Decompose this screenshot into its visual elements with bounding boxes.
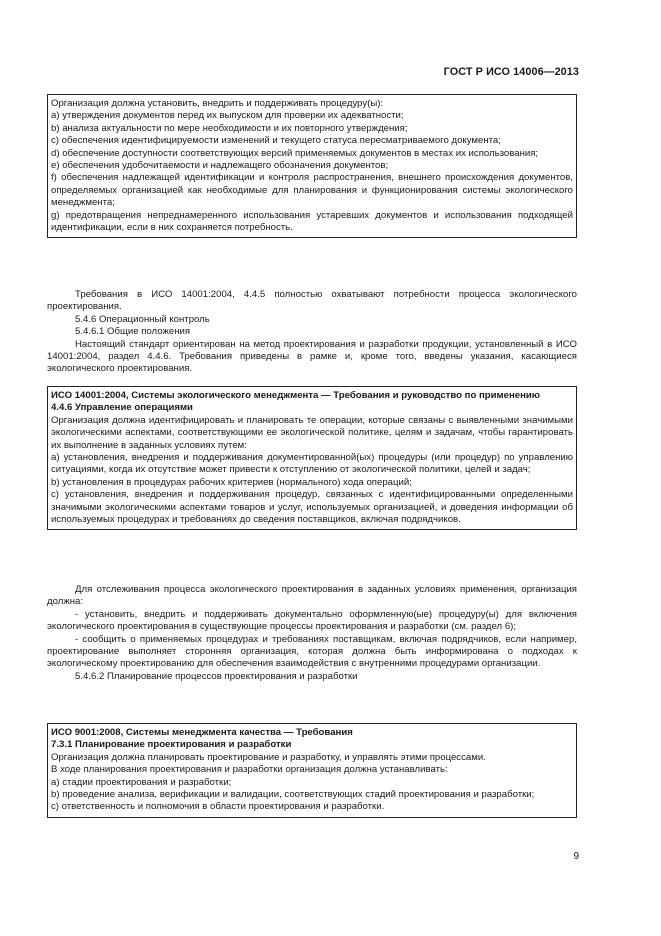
box-line: e) обеспечения удобочитаемости и надлежащего обозначения документов; (51, 160, 389, 172)
box-line: a) установления, внедрения и поддерживания документированной(ых) процедуры (или процедур) по управлению ситуациями, когда их отсутствие может привести к отступлению от экологической политики, целей и задач; (51, 452, 573, 476)
text-section-tracking (47, 584, 577, 683)
requirements-box-document-control (47, 94, 577, 238)
box-line: Организация должна установить, внедрить и поддерживать процедуру(ы): (51, 98, 384, 109)
box-line: a) стадии проектирования и разработки; (51, 776, 232, 788)
box-line: a) утверждения документов перед их выпуском для проверки их адекватности; (51, 110, 404, 122)
box-line: b) установления в процедурах рабочих критериев (нормального) хода операций; (51, 476, 412, 488)
paragraph: Настоящий стандарт ориентирован на метод проектирования и разработки продукции, установленный в ИСО 14001:2004, раздел 4.4.6. Требования приведены в рамке и, кроме того, введены указания, касающиеся экологического проектирования. (47, 338, 577, 375)
box-subtitle: 7.3.1 Планирование проектирования и разработки (51, 739, 292, 751)
requirements-box-iso-9001 (47, 723, 577, 818)
section-heading: 5.4.6.1 Общие положения (75, 326, 191, 338)
document-header: ГОСТ Р ИСО 14006—2013 (443, 66, 579, 78)
box-line: g) предотвращения непреднамеренного использования устаревших документов и использования подходящей идентификации, если в них сохраняется потребность. (51, 209, 573, 234)
box-line: c) установления, внедрения и поддерживания процедур, связанных с идентифицированными определенными значимыми экологическими аспектами товаров и услуг, используемых организацией, и доведения информации об используемых процедурах и требованиях до сведения поставщиков, включая подрядчиков. (51, 489, 573, 526)
box-line: Организация должна планировать проектирование и разработку, и управлять этими процессами. (51, 751, 486, 763)
box-line: В ходе планирования проектирования и разработки организация должна устанавливать: (51, 764, 448, 776)
section-heading: 5.4.6 Операционный контроль (75, 313, 210, 325)
box-line: Организация должна идентифицировать и планировать те операции, которые связаны с выявленными значимыми экологическими аспектами, соответствующими ее экологической политике, целям и задачам, чтобы гарантировать их выполнение в заданных условиях путем: (51, 414, 573, 451)
section-heading: 5.4.6.2 Планирование процессов проектирования и разработки (75, 670, 358, 682)
paragraph: Для отслеживания процесса экологического проектирования в заданных условиях применения, организация должна: (47, 584, 577, 608)
paragraph: - сообщить о применяемых процедурах и требованиях поставщикам, включая подрядчиков, если например, проектирование выполняет сторонняя организация, которая должна быть информирована о подходах к экологическому проектированию для обеспечения взаимодействия с внутренними процедурами организации. (47, 633, 577, 670)
box-line: b) проведение анализа, верификации и валидации, соответствующих стадий проектирования и разработки; (51, 789, 535, 801)
box-subtitle: 4.4.6 Управление операциями (51, 402, 193, 414)
text-section-operational-control (47, 289, 577, 376)
box-line: c) ответственность и полномочия в области проектирования и разработки. (51, 801, 385, 813)
box-line: b) анализа актуальности по мере необходимости и их повторного утверждения; (51, 122, 408, 134)
box-line: f) обеспечения надлежащей идентификации и контроля распространения, внешнего происхождения документов, определяемых организацией как необходимые для планирования и функционирования системы экологического менеджмента; (51, 172, 573, 209)
box-title: ИСО 14001:2004, Системы экологического менеджмента — Требования и руководство по применению (51, 390, 540, 401)
box-title: ИСО 9001:2008, Системы менеджмента качества — Требования (51, 727, 353, 738)
paragraph: - установить, внедрить и поддерживать документально оформленную(ые) процедуру(ы) для включения экологического проектирования в существующие процессы проектирования и разработки (см. раздел 6); (47, 608, 577, 633)
requirements-box-iso-14001 (47, 386, 577, 530)
page-number: 9 (573, 851, 579, 862)
box-line: c) обеспечения идентифицируемости изменений и текущего статуса пересматриваемого документа; (51, 135, 501, 147)
paragraph: Требования в ИСО 14001:2004, 4.4.5 полностью охватывают потребности процесса экологического проектирования. (47, 289, 577, 313)
box-line: d) обеспечение доступности соответствующих версий применяемых документов в местах их использования; (51, 147, 539, 159)
